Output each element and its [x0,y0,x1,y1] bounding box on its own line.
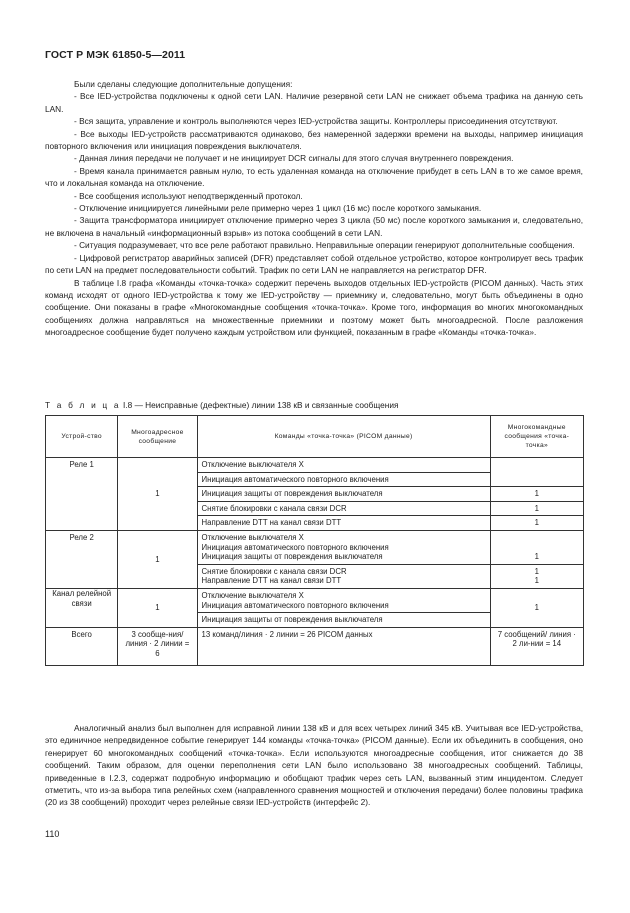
command-cell: Инициация защиты от повреждения выключателя [197,613,490,628]
command-line: Снятие блокировки с канала связи DCR [201,566,347,576]
multicast-cell: 1 [118,588,197,627]
table-row [46,458,584,473]
paragraph: - Ситуация подразумевает, что все реле работают правильно. Неправильные операции генерируют дополнительные сообщения. [74,240,575,251]
outro-text [45,722,583,809]
device-cell: Реле 2 [46,530,118,588]
paragraph: - Цифровой регистратор аварийных записей (DFR) представляет собой отдельное устройство, которое контролирует весь трафик по сети LAN на предмет последовательности событий. Трафик по сети LAN не направляется на регистратор DFR. [45,252,583,276]
command-cell [197,564,490,588]
multicast-cell: 1 [118,458,197,531]
device-cell: Канал релейной связи [46,588,118,627]
table-header-row [46,416,584,458]
count-cell: 1 [490,516,583,531]
count-cell: 1 [490,588,583,627]
multicast-cell: 1 [118,530,197,588]
paragraph: - Вся защита, управление и контроль выполняются через IED-устройства защиты. Контроллеры присоединения отсутствуют. [74,116,558,127]
count-line: 1 [534,576,539,586]
count-cell: 1 [490,487,583,502]
command-cell: Инициация автоматического повторного включения [197,472,490,487]
command-line: Инициация автоматического повторного включения [201,600,389,610]
paragraph: В таблице I.8 графа «Команды «точка-точка» содержит перечень выходов отдельных IED-устройств (PICOM данных). Часть этих команд исходят от одного IED-устройства к тому же IED-устройству — приемнику и, следовательно, могут быть объединены в одно сообщение. Они показаны в графе «Многокомандные сообщения «точка-точка». Кроме того, информация во многих многокомандных сообщениях должна направляться на множественные приемники и поэтому может быть многоадресной. После разложения многоадресное сообщение будет получено каждым устройством или функцией, показанным в графе «Команды «точка-точка». [45,277,583,338]
count-cell: 1 [490,501,583,516]
command-cell: Отключение выключателя X [197,458,490,473]
total-label: Всего [46,627,118,665]
command-line: Отключение выключателя X [201,532,304,542]
page-number: 110 [45,829,60,839]
paragraph: - Все IED-устройства подключены к одной сети LAN. Наличие резервной сети LAN не снижает объема трафика на данную сеть LAN. [45,91,583,114]
count-line: 1 [534,566,539,576]
command-cell: Инициация защиты от повреждения выключателя [197,487,490,502]
device-cell: Реле 1 [46,458,118,531]
paragraph: - Отключение инициируется линейными реле примерно через 1 цикл (16 мс) после короткого замыкания. [74,203,482,214]
messages-table [45,415,584,666]
command-line: Инициация защиты от повреждения выключателя [201,552,383,562]
total-multi-command: 7 сообщений/ линия · 2 ли-нии = 14 [490,627,583,665]
command-cell: Направление DTT на канал связи DTT [197,516,490,531]
paragraph: - Защита трансформатора инициирует отключение примерно через 3 цикла (50 мс) после короткого замыкания и, следовательно, не включена в начальный «информационный взрыв» из потока сообщений в сети LAN. [45,215,583,238]
table-row [46,530,584,564]
paragraph: - Все сообщения используют неподтвержденный протокол. [74,190,303,201]
paragraph: - Время канала принимается равным нулю, то есть удаленная команда на отключение прибудет в сеть LAN в то же самое время, что и локальная команда на отключение. [45,165,583,189]
header-commands: Команды «точка-точка» (PICOM данные) [197,416,490,458]
command-cell [197,588,490,612]
paragraph: - Все выходы IED-устройств рассматриваются одинаково, без намеренной задержки времени на выходы, например инициация повторного включения или инициация повреждения выключателя. [45,128,583,152]
table-row [46,627,584,665]
table-caption [45,400,398,410]
count-cell [490,564,583,588]
paragraph: - Данная линия передачи не получает и не инициирует DCR сигналы для этого случая внутреннего повреждения. [74,153,514,164]
count-cell [490,458,583,487]
count-cell: 1 [490,530,583,564]
caption-number: I.8 [123,400,133,410]
header-multi-command: Многокомандные сообщения «точка-точка» [490,416,583,458]
table-row [46,588,584,612]
caption-text: — Неисправные (дефектные) линии 138 кВ и связанные сообщения [134,400,399,410]
paragraph: Аналогичный анализ был выполнен для исправной линии 138 кВ и для всех четырех линий 345 кВ. Учитывая все IED-устройства, это единичное непредвиденное событие генерирует 144 команды «точка-точка» (PICOM данные). Если их объединить в сообщения, оно генерирует 60 многокомандных сообщений «точка-точка». Если используются многоадресные сообщения, итог снижается до 38 сообщений. Таким образом, для оценки переполнения сети LAN было использовано 38 многоадресных сообщений. Таблицы, приведенные в I.2.3, содержат подробную информацию и обобщают трафик через сеть LAN, вызванный этим инцидентом. Следует отметить, что из-за выбора типа релейных схем (направленного сравнения мощностей и отключения передачи) более половины трафика (20 из 38 сообщений) проходит через релейные связи IED-устройств (интерфейс 2). [45,723,583,808]
header-device: Устрой-ство [46,416,118,458]
caption-prefix: Т а б л и ц а [45,400,121,410]
total-commands: 13 команд/линия · 2 линии = 26 PICOM данных [197,627,490,665]
header-multicast: Многоадресное сообщение [118,416,197,458]
command-line: Инициация автоматического повторного включения [201,542,389,552]
command-line: Направление DTT на канал связи DTT [201,576,342,586]
command-cell [197,530,490,564]
intro-text [45,78,583,339]
command-cell: Снятие блокировки с канала связи DCR [197,501,490,516]
document-header: ГОСТ Р МЭК 61850-5—2011 [45,49,186,61]
paragraph: Были сделаны следующие дополнительные допущения: [74,79,293,89]
total-multicast: 3 сообще-ния/линия · 2 линии = 6 [118,627,197,665]
command-line: Отключение выключателя X [201,590,304,600]
